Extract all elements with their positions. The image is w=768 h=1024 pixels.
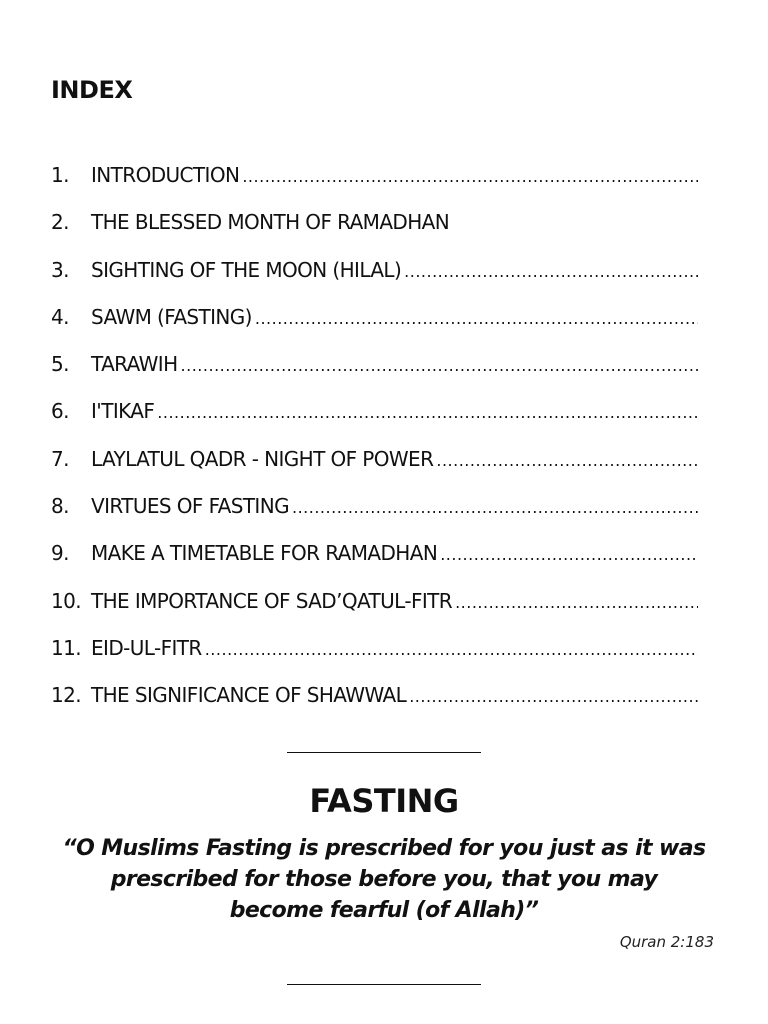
quote-line-1: “O Muslims Fasting is prescribed for you just as it was bbox=[62, 836, 706, 861]
toc-number: 4. bbox=[51, 304, 69, 329]
toc-item-7 bbox=[51, 447, 698, 494]
toc-title: LAYLATUL QADR - NIGHT OF POWER bbox=[91, 446, 434, 471]
toc-number: 7. bbox=[51, 446, 69, 471]
toc-title: VIRTUES OF FASTING bbox=[91, 494, 289, 519]
toc-item-6 bbox=[51, 399, 698, 446]
toc-item-12 bbox=[51, 683, 698, 730]
section-divider-bottom bbox=[287, 984, 481, 985]
quote-line-3: become fearful (of Allah)” bbox=[229, 898, 539, 923]
toc-number: 11. bbox=[51, 635, 82, 660]
toc-number: 6. bbox=[51, 399, 69, 424]
toc-title: TARAWIH bbox=[91, 352, 178, 377]
toc-number: 10. bbox=[51, 588, 82, 613]
toc-item-5 bbox=[51, 352, 698, 399]
toc-title: THE IMPORTANCE OF SAD’QATUL-FITR bbox=[91, 588, 453, 613]
toc-number: 8. bbox=[51, 494, 69, 519]
quote-citation: Quran 2:183 bbox=[619, 933, 714, 951]
dot-leader bbox=[436, 451, 698, 470]
toc-item-4 bbox=[51, 305, 698, 352]
toc-item-3 bbox=[51, 258, 698, 305]
index-heading: INDEX bbox=[51, 76, 133, 104]
dot-leader bbox=[455, 593, 698, 612]
toc-number: 9. bbox=[51, 541, 69, 566]
toc-title: THE BLESSED MONTH OF RAMADHAN bbox=[91, 210, 450, 235]
dot-leader bbox=[292, 498, 698, 517]
toc-item-1 bbox=[51, 163, 698, 210]
toc-title: SIGHTING OF THE MOON (HILAL) bbox=[91, 257, 402, 282]
quran-quote bbox=[40, 833, 728, 926]
toc-item-9 bbox=[51, 541, 698, 588]
toc-item-10 bbox=[51, 589, 698, 636]
dot-leader bbox=[255, 309, 698, 328]
dot-leader bbox=[242, 167, 698, 186]
dot-leader bbox=[404, 262, 698, 281]
table-of-contents bbox=[51, 163, 698, 731]
toc-title: I'TIKAF bbox=[91, 399, 155, 424]
toc-title: INTRODUCTION bbox=[91, 163, 240, 187]
toc-title: EID-UL-FITR bbox=[91, 635, 202, 660]
dot-leader bbox=[181, 356, 698, 375]
toc-item-2 bbox=[51, 210, 698, 257]
toc-title: THE SIGNIFICANCE OF SHAWWAL bbox=[91, 683, 407, 708]
toc-number: 2. bbox=[51, 210, 69, 235]
fasting-title: FASTING bbox=[309, 782, 459, 820]
dot-leader bbox=[157, 403, 698, 422]
dot-leader bbox=[205, 640, 698, 659]
toc-title: MAKE A TIMETABLE FOR RAMADHAN bbox=[91, 541, 438, 566]
section-divider-top bbox=[287, 752, 481, 753]
toc-title: SAWM (FASTING) bbox=[91, 304, 252, 329]
toc-item-11 bbox=[51, 636, 698, 683]
toc-number: 12. bbox=[51, 683, 82, 708]
toc-item-8 bbox=[51, 494, 698, 541]
quote-line-2: prescribed for those before you, that you may bbox=[110, 867, 658, 892]
toc-number: 3. bbox=[51, 257, 69, 282]
toc-number: 1. bbox=[51, 163, 69, 187]
toc-number: 5. bbox=[51, 352, 69, 377]
dot-leader bbox=[409, 687, 698, 706]
dot-leader bbox=[440, 545, 698, 564]
